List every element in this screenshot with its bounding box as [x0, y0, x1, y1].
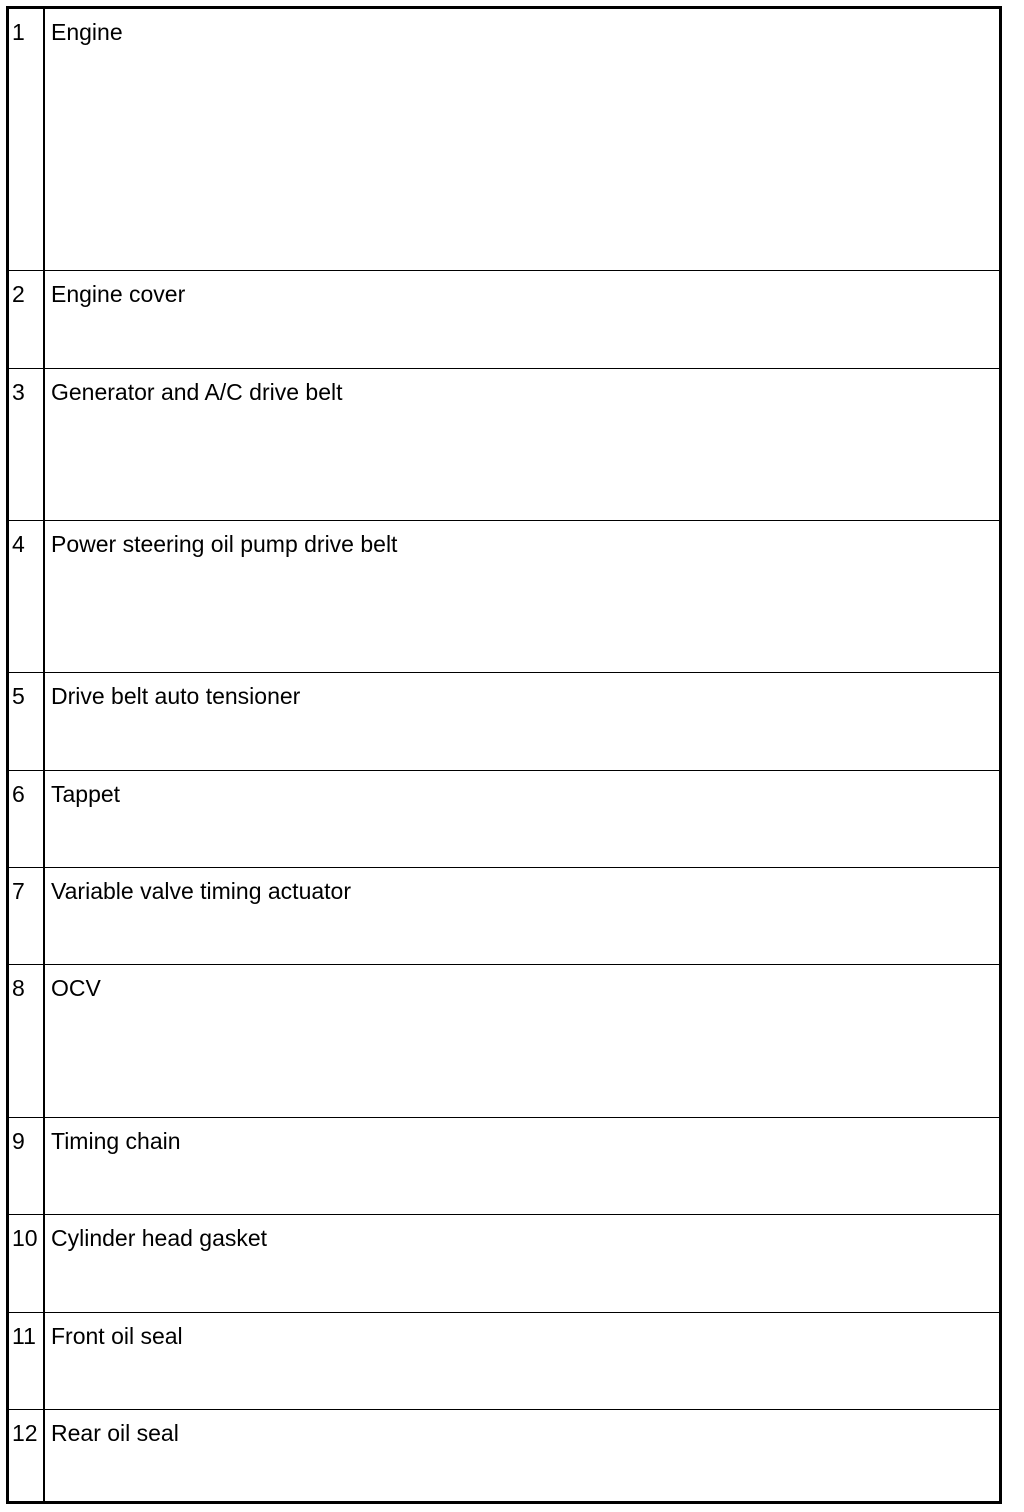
- part-name: Engine cover: [51, 281, 186, 307]
- part-name: Generator and A/C drive belt: [51, 379, 343, 405]
- part-number: 3: [9, 369, 45, 520]
- part-number: 12: [9, 1410, 45, 1501]
- part-number: 9: [9, 1118, 45, 1214]
- table-row: [9, 868, 999, 965]
- part-name: Power steering oil pump drive belt: [51, 531, 398, 557]
- part-number: 11: [9, 1313, 45, 1409]
- part-number: 1: [9, 9, 45, 270]
- part-number: 8: [9, 965, 45, 1117]
- part-name: Rear oil seal: [51, 1420, 179, 1446]
- part-number: 6: [9, 771, 45, 867]
- table-row: [9, 771, 999, 868]
- table-row: [9, 1410, 999, 1501]
- part-name: Timing chain: [51, 1128, 181, 1154]
- part-number: 4: [9, 521, 45, 672]
- table-row: [9, 1313, 999, 1410]
- part-name: Variable valve timing actuator: [51, 878, 351, 904]
- part-number: 10: [9, 1215, 45, 1312]
- part-name: OCV: [51, 975, 101, 1001]
- part-number: 7: [9, 868, 45, 964]
- table-row: [9, 9, 999, 271]
- parts-table: [6, 6, 1002, 1504]
- table-row: [9, 965, 999, 1118]
- table-row: [9, 271, 999, 369]
- part-name: Cylinder head gasket: [51, 1225, 268, 1251]
- part-name: Front oil seal: [51, 1323, 183, 1349]
- table-row: [9, 673, 999, 771]
- table-row: [9, 1118, 999, 1215]
- part-name: Drive belt auto tensioner: [51, 683, 301, 709]
- part-name: Engine: [51, 19, 123, 45]
- part-number: 2: [9, 271, 45, 368]
- part-number: 5: [9, 673, 45, 770]
- table-row: [9, 369, 999, 521]
- table-row: [9, 521, 999, 673]
- part-name: Tappet: [51, 781, 121, 807]
- table-row: [9, 1215, 999, 1313]
